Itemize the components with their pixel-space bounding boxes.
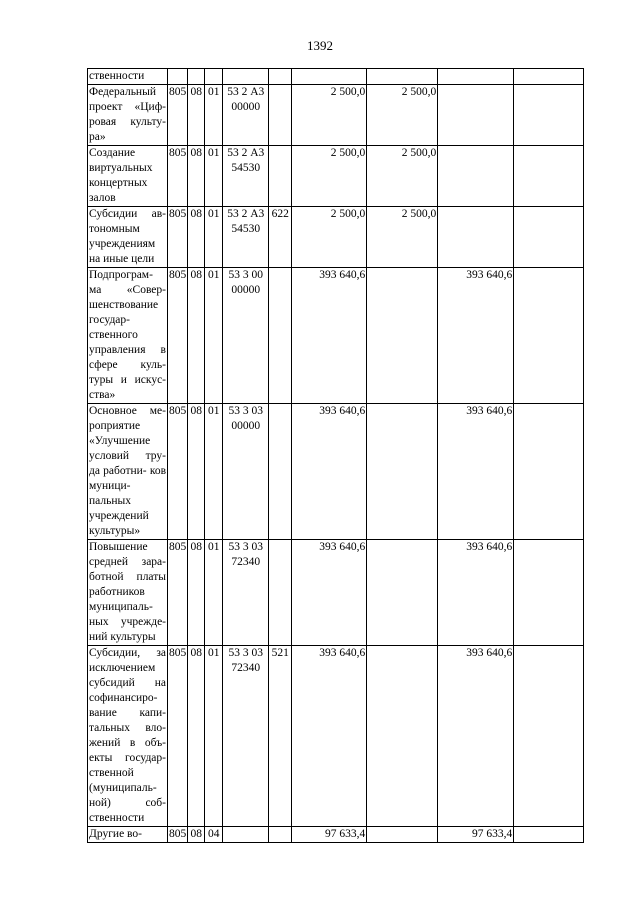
item-name-line: шенствование [89,299,159,311]
amount-federal-cell [367,268,438,404]
amount-regional-cell [438,69,514,85]
amount-regional-cell: 97 633,4 [438,827,514,843]
amount-federal-cell: 2 500,0 [367,207,438,268]
item-name-line: залов [89,192,116,204]
amount-regional-cell: 393 640,6 [438,540,514,646]
expense-type-cell [269,146,292,207]
amount-regional-cell [438,85,514,146]
amount-other-cell [514,540,584,646]
item-name-line: концертных [89,177,148,189]
page-number: 1392 [307,38,333,53]
item-name-line: учреждений [89,510,149,522]
item-name-line: ственности [89,812,145,824]
table-row [88,85,584,146]
target-article-line: 72340 [231,662,261,674]
target-article-line: 72340 [231,556,261,568]
amount-regional-cell: 393 640,6 [438,646,514,827]
section-code-cell: 08 [188,646,205,827]
table-row [88,827,584,843]
item-name-cell [88,85,168,146]
item-name-line: условий тру- [89,450,166,462]
target-article-line: 53 2 А3 [227,86,265,98]
amount-other-cell [514,646,584,827]
item-name-line: ра» [89,131,106,143]
amount-total-cell: 393 640,6 [292,646,367,827]
ministry-code-cell [168,69,188,85]
target-article-line: 53 3 03 [228,541,263,553]
amount-regional-cell: 393 640,6 [438,404,514,540]
amount-regional-cell [438,146,514,207]
item-name-line: ных учрежде- [89,616,166,628]
ministry-code-cell: 805 [168,207,188,268]
amount-other-cell [514,827,584,843]
item-name-line: ний культуры [89,631,156,643]
item-name-line: ственного [89,329,138,341]
amount-other-cell [514,69,584,85]
target-article-line: 54530 [231,162,261,174]
target-article-line: 53 3 03 [228,647,263,659]
item-name-line: ма «Совер- [89,284,166,296]
item-name-line: Основное ме- [89,405,166,417]
amount-federal-cell [367,827,438,843]
target-article-cell [223,268,269,404]
item-name-line: туры и искус- [89,374,166,386]
item-name-line: ровая культу- [89,116,166,128]
table-row [88,646,584,827]
item-name-line: да работни- [89,465,147,477]
amount-other-cell [514,85,584,146]
target-article-cell [223,146,269,207]
item-name-line: проект «Циф- [89,101,166,113]
item-name-line: тономным [89,223,140,235]
subsection-code-cell: 04 [205,827,223,843]
item-name-line: исключением [89,662,156,674]
item-name-line: Создание [89,147,136,159]
item-name-line: Подпрограм- [89,269,153,281]
item-name-line: софинансиро- [89,692,158,704]
section-code-cell: 08 [188,268,205,404]
amount-federal-cell [367,404,438,540]
expense-type-cell [269,404,292,540]
expense-type-cell [269,268,292,404]
item-name-line: ства» [89,389,116,401]
target-article-line: 00000 [231,420,261,432]
budget-table [87,68,584,843]
target-article-line: 00000 [231,284,261,296]
subsection-code-cell: 01 [205,404,223,540]
ministry-code-cell: 805 [168,85,188,146]
item-name-line: Повышение [89,541,148,553]
section-code-cell: 08 [188,404,205,540]
amount-other-cell [514,207,584,268]
subsection-code-cell: 01 [205,207,223,268]
table-body [88,69,584,843]
amount-regional-cell [438,207,514,268]
item-name-line: управления в [89,344,166,356]
amount-total-cell: 97 633,4 [292,827,367,843]
target-article-line: 53 2 А3 [227,208,265,220]
ministry-code-cell: 805 [168,404,188,540]
item-name-line: Другие во- [89,828,142,840]
expense-type-cell [269,69,292,85]
item-name-cell [88,540,168,646]
target-article-cell [223,69,269,85]
table-row [88,146,584,207]
section-code-cell: 08 [188,827,205,843]
subsection-code-cell: 01 [205,146,223,207]
subsection-code-cell: 01 [205,268,223,404]
target-article-line: 00000 [231,101,261,113]
item-name-line: «Улучшение [89,435,151,447]
amount-federal-cell [367,540,438,646]
item-name-line: Субсидии, за [89,647,166,659]
item-name-line: (муниципаль- [89,782,157,794]
item-name-line: работников [89,586,145,598]
item-name-line: сфере куль- [89,359,166,371]
amount-federal-cell: 2 500,0 [367,146,438,207]
amount-total-cell: 393 640,6 [292,404,367,540]
item-name-line: государ- [89,314,130,326]
item-name-cell [88,646,168,827]
subsection-code-cell: 01 [205,540,223,646]
item-name-line: Субсидии ав- [89,208,166,220]
item-name-line: учреждениям [89,238,156,250]
section-code-cell: 08 [188,85,205,146]
item-name-line: Федеральный [89,86,156,98]
subsection-code-cell [205,69,223,85]
target-article-line: 53 3 00 [228,269,263,281]
item-name-cell [88,268,168,404]
target-article-cell [223,827,269,843]
item-name-cell [88,146,168,207]
expense-type-cell: 521 [269,646,292,827]
item-name-line: виртуальных [89,162,153,174]
amount-regional-cell: 393 640,6 [438,268,514,404]
item-name-cell [88,404,168,540]
amount-total-cell: 2 500,0 [292,146,367,207]
expense-type-cell [269,540,292,646]
amount-total-cell: 2 500,0 [292,207,367,268]
table-row [88,268,584,404]
section-code-cell: 08 [188,207,205,268]
section-code-cell: 08 [188,540,205,646]
item-name-line: жений в объ- [89,737,166,749]
expense-type-cell [269,85,292,146]
ministry-code-cell: 805 [168,646,188,827]
item-name-line: на иные цели [89,253,155,265]
amount-federal-cell [367,646,438,827]
item-name-line: пальных [89,495,131,507]
ministry-code-cell: 805 [168,268,188,404]
amount-total-cell [292,69,367,85]
item-name-cell [88,207,168,268]
section-code-cell [188,69,205,85]
section-code-cell: 08 [188,146,205,207]
target-article-line: 53 2 А3 [227,147,265,159]
target-article-cell [223,207,269,268]
item-name-cell [88,69,168,85]
target-article-line: 53 3 03 [228,405,263,417]
expense-type-cell: 622 [269,207,292,268]
item-name-line: тальных вло- [89,722,166,734]
target-article-cell [223,85,269,146]
item-name-line: культуры» [89,525,141,537]
subsection-code-cell: 01 [205,85,223,146]
item-name-line: ной) соб- [89,797,166,809]
item-name-line: вание капи- [89,707,166,719]
table-row [88,540,584,646]
amount-federal-cell: 2 500,0 [367,85,438,146]
item-name-line: роприятие [89,420,141,432]
amount-total-cell: 393 640,6 [292,268,367,404]
amount-other-cell [514,268,584,404]
target-article-line: 54530 [231,223,261,235]
item-name-line: средней зара- [89,556,166,568]
amount-total-cell: 393 640,6 [292,540,367,646]
item-name-line: субсидий на [89,677,166,689]
table-row [88,404,584,540]
item-name-line: ственности [89,70,145,82]
amount-total-cell: 2 500,0 [292,85,367,146]
expense-type-cell [269,827,292,843]
target-article-cell [223,404,269,540]
table-row [88,207,584,268]
ministry-code-cell: 805 [168,540,188,646]
ministry-code-cell: 805 [168,827,188,843]
item-name-line: муниципаль- [89,601,153,613]
item-name-line: ственной [89,767,134,779]
ministry-code-cell: 805 [168,146,188,207]
target-article-cell [223,646,269,827]
item-name-line: ботной платы [89,571,166,583]
item-name-line: ков муници- [89,465,166,492]
item-name-line: екты государ- [89,752,166,764]
subsection-code-cell: 01 [205,646,223,827]
amount-other-cell [514,146,584,207]
table-row [88,69,584,85]
item-name-cell [88,827,168,843]
target-article-cell [223,540,269,646]
amount-other-cell [514,404,584,540]
amount-federal-cell [367,69,438,85]
